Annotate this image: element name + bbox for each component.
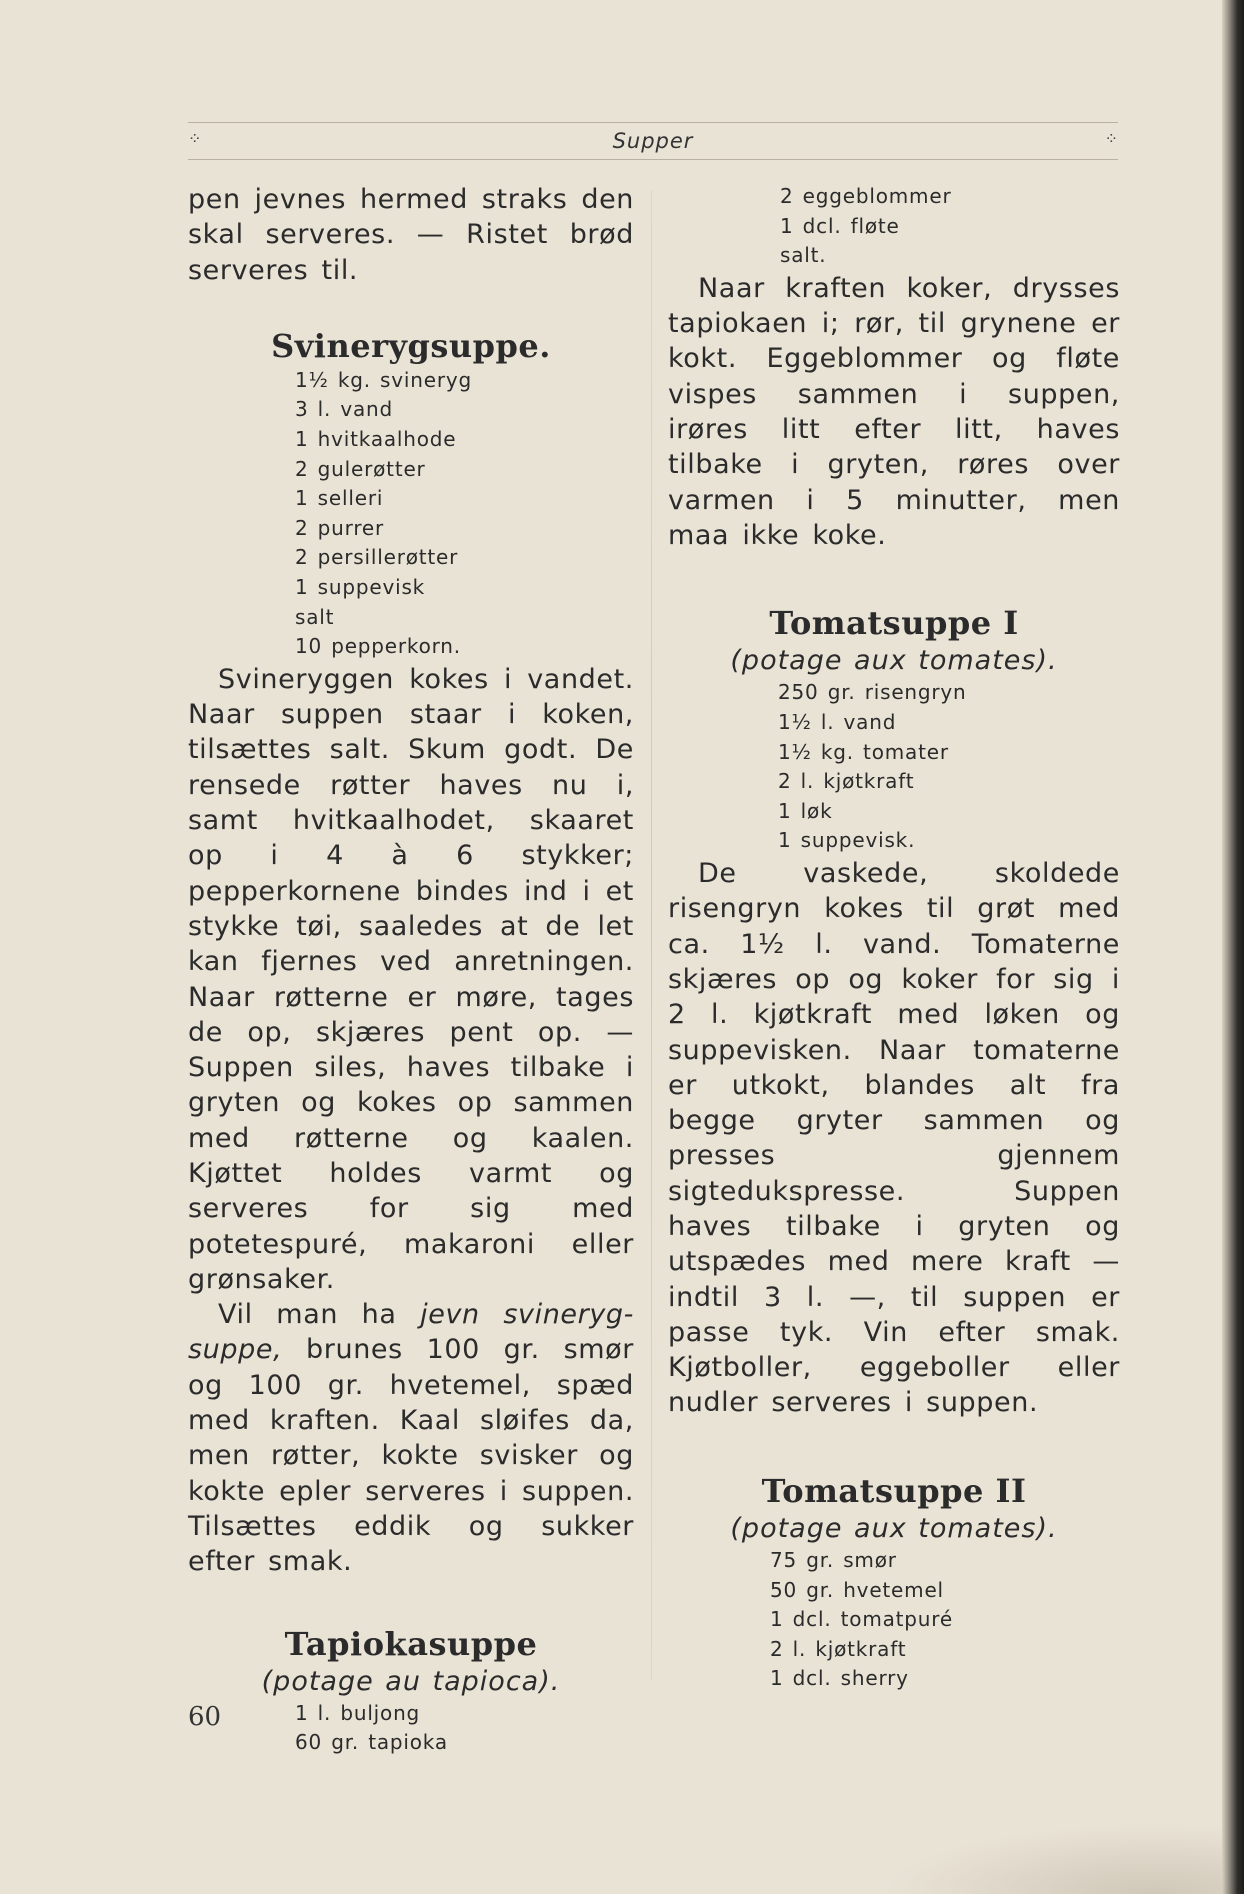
ingredient-list-svinerygsuppe [188,366,634,662]
page-number: 60 [188,1702,222,1732]
recipe-title-tapiokasuppe: Tapiokasuppe [284,1624,538,1663]
ingredient-item: 2 l. kjøtkraft [778,769,915,794]
ingredient-item: 2 persillerøtter [295,545,459,570]
column-divider [651,190,652,1680]
ingredient-item: 1 hvitkaalhode [295,427,457,452]
left-column [188,182,634,1758]
ingredient-item: 2 gulerøtter [295,456,426,481]
ingredient-item: 1 dcl. fløte [780,213,900,238]
ingredient-list-tapiokasuppe-cont [668,182,1120,271]
running-header [188,122,1118,160]
method-paragraph-tomatsuppe-1: De vaskede, skoldede risengryn kokes til grøt med ca. 1½ l. vand. Tomaterne skjæres op og koker for sig i 2 l. kjøtkraft med løken og suppevisken. Naar tomaterne er utkokt, blandes alt fra begge gryter sammen og presses gjennem sigtedukspresse. Suppen haves tilbake i gryten og utspædes med mere kraft — indtil 3 l. —, til suppen er passe tyk. Vin efter smak. Kjøtboller, eggeboller eller nudler serveres i suppen. [668,858,1120,1419]
ingredient-item: 250 gr. risengryn [778,680,967,705]
ingredient-item: 2 l. kjøtkraft [770,1636,907,1661]
ingredient-item: 1½ kg. tomater [778,739,949,764]
ingredient-item: 2 eggeblommer [780,184,952,208]
ingredient-item: 1½ kg. svineryg [295,367,473,392]
method-text: brunes 100 gr. smør og 100 gr. hvetemel, spæd med kraften. Kaal sløifes da, men røtter, kokte svisker og kokte epler serveres i suppen. Tilsættes eddik og sukker efter smak. [188,1334,634,1578]
right-column [668,182,1120,1694]
header-ornament-right: ⁘ [1104,129,1118,148]
ingredient-item: 50 gr. hvetemel [770,1577,944,1602]
recipe-title-tomatsuppe-2: Tomatsuppe II [761,1471,1027,1510]
recipe-subtitle-tomatsuppe-2: (potage aux tomates). [730,1512,1058,1544]
ingredient-item: 1 dcl. sherry [770,1666,909,1691]
ingredient-item: 1 suppevisk [295,575,426,600]
continuation-paragraph: pen jevnes hermed straks den skal serveres. — Ristet brød serveres til. [188,184,634,286]
ingredient-item: 75 gr. smør [770,1548,897,1573]
ingredient-list-tomatsuppe-2 [668,1546,1120,1694]
ingredient-item: 1 l. buljong [295,1700,421,1725]
recipe-subtitle-tapiokasuppe: (potage au tapioca). [261,1665,561,1697]
recipe-title-svinerygsuppe: Svinerygsuppe. [271,326,551,365]
header-ornament-left: ⁘ [188,129,202,148]
ingredient-item: 1 løk [778,798,833,823]
ingredient-item: 1 selleri [295,486,384,511]
method-paragraph-jevn-svinerygsuppe [188,1297,634,1579]
ingredient-item: 1 suppevisk. [778,828,916,853]
page-stain [882,1824,1222,1894]
ingredient-item: 1 dcl. tomatpuré [770,1607,953,1632]
ingredient-list-tomatsuppe-1 [668,678,1120,856]
recipe-subtitle-tomatsuppe-1: (potage aux tomates). [730,645,1058,677]
recipe-title-tomatsuppe-1: Tomatsuppe I [769,604,1019,643]
ingredient-item: 2 purrer [295,515,385,540]
method-paragraph-svinerygsuppe: Svineryggen kokes i vandet. Naar suppen staar i koken, tilsættes salt. Skum godt. De rensede røtter haves nu i, samt hvitkaalhodet, skaaret op i 4 à 6 stykker; pepperkornene bindes ind i et stykke tøi, saaledes at de let kan fjernes ved anretningen. Naar røtterne er møre, tages de op, skjæres pent op. — Suppen siles, haves tilbake i gryten og kokes op sammen med røtterne og kaalen. Kjøttet holdes varmt og serveres for sig med potetespuré, makaroni eller grønsaker. [188,663,634,1295]
book-page-edge [1222,0,1244,1894]
ingredient-item: 10 pepperkorn. [295,634,461,659]
ingredient-item: salt. [780,243,827,268]
method-text: Vil man ha [218,1299,421,1331]
ingredient-item: 60 gr. tapioka [295,1730,448,1755]
method-paragraph-tapiokasuppe: Naar kraften koker, drysses tapiokaen i; rør, til grynene er kokt. Eggeblommer og fløte vispes sammen i suppen, irøres litt efter litt, haves tilbake i gryten, røres over varmen i 5 minutter, men maa ikke koke. [668,272,1120,551]
ingredient-item: salt [295,604,335,629]
method-italic-text: jevn svineryg-suppe, [188,1299,634,1366]
ingredient-item: 1½ l. vand [778,710,897,735]
ingredient-list-tapiokasuppe [188,1699,634,1758]
header-title: Supper [612,129,694,153]
ingredient-item: 3 l. vand [295,397,394,422]
